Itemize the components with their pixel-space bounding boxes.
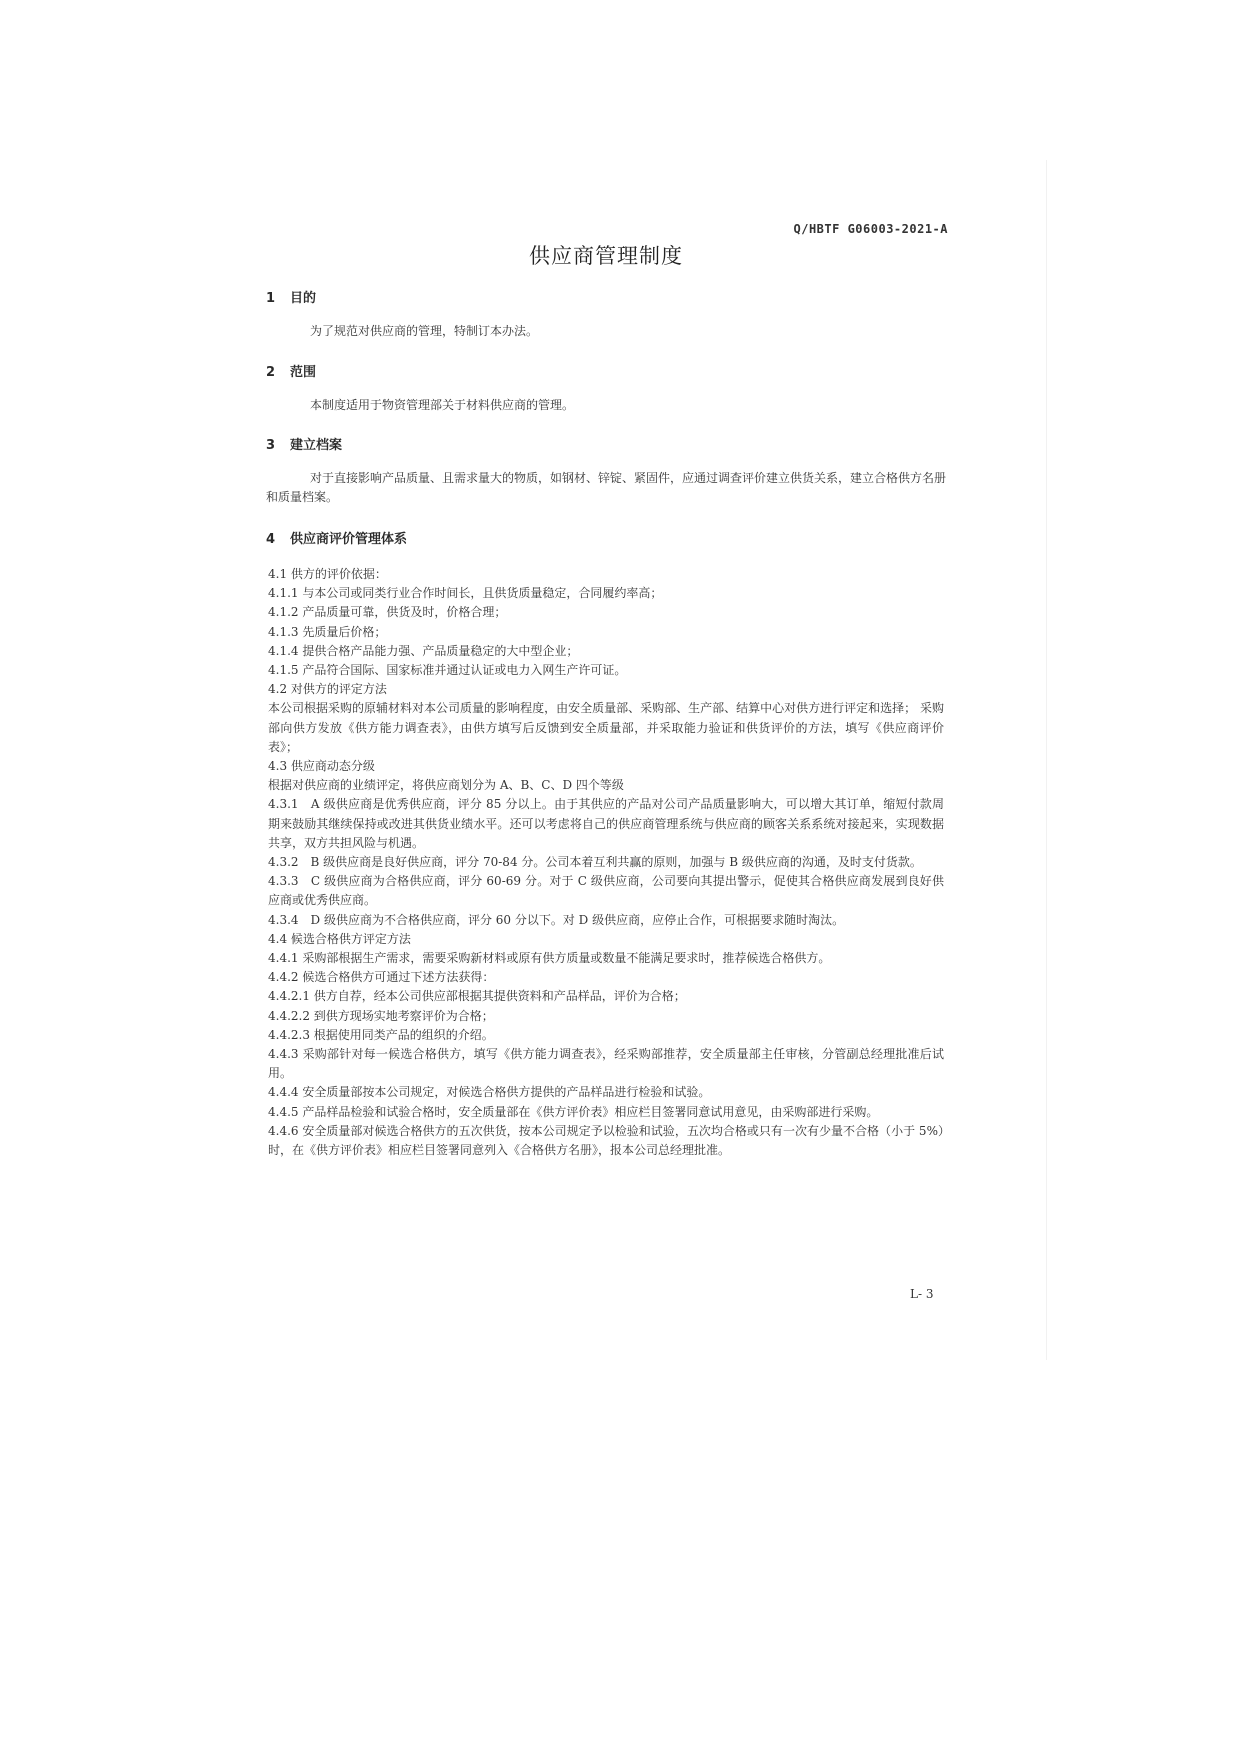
section-4-body	[268, 565, 944, 1160]
section-heading	[266, 434, 946, 453]
body-line-4-4-6: 4.4.6 安全质量部对候选合格供方的五次供货，按本公司规定予以检验和试验，五次均合格或只有一次有少量不合格（小于 5%）时，在《供方评价表》相应栏目签署同意列入《合格供方名册》，报本公司总经理批准。	[268, 1123, 944, 1158]
body-line-4-2: 4.2 对供方的评定方法	[268, 682, 387, 697]
body-line-4-4-5: 4.4.5 产品样品检验和试验合格时，安全质量部在《供方评价表》相应栏目签署同意试用意见，由采购部进行采购。	[268, 1104, 879, 1119]
body-line-4-3-1: 4.3.1 A 级供应商是优秀供应商，评分 85 分以上。由于其供应的产品对公司产品质量影响大，可以增大其订单，缩短付款周期来鼓励其继续保持或改进其供货业绩水平。还可以考虑将自己的供应商管理系统与供应商的顾客关系系统对接起来，实现数据共享，双方共担风险与机遇。	[268, 797, 944, 850]
section-heading	[266, 361, 946, 380]
section-title: 范围	[290, 365, 317, 380]
body-line-4-1-2: 4.1.2 产品质量可靠，供货及时，价格合理；	[268, 605, 507, 620]
page-edge-divider	[1046, 160, 1047, 1360]
body-line-4-4-2-3: 4.4.2.3 根据使用同类产品的组织的介绍。	[268, 1027, 494, 1042]
section-3-body	[266, 469, 946, 507]
page-number: L- 3	[910, 1287, 934, 1301]
section-number: 4	[266, 532, 276, 547]
body-line-4-3-2: 4.3.2 B 级供应商是良好供应商，评分 70-84 分。公司本着互利共赢的原则，加强与 B 级供应商的沟通，及时支付货款。	[268, 855, 922, 870]
section-heading	[266, 287, 946, 306]
section-paragraph: 对于直接影响产品质量、且需求量大的物质，如钢材、锌锭、紧固件，应通过调查评价建立供货关系，建立合格供方名册和质量档案。	[266, 471, 947, 504]
body-line-4-1-4: 4.1.4 提供合格产品能力强、产品质量稳定的大中型企业；	[268, 643, 579, 658]
section-number: 1	[266, 291, 276, 306]
body-line-4-4-2: 4.4.2 候选合格供方可通过下述方法获得：	[268, 970, 495, 985]
document-code: Q/HBTF G06003-2021-A	[793, 222, 948, 236]
body-line-4-3-3: 4.3.3 C 级供应商为合格供应商，评分 60-69 分。对于 C 级供应商，公司要向其提出警示，促使其合格供应商发展到良好供应商或优秀供应商。	[268, 874, 944, 908]
body-line-4-1: 4.1 供方的评价依据：	[268, 567, 387, 581]
document-title: 供应商管理制度	[529, 244, 683, 268]
body-line-4-3-4: 4.3.4 D 级供应商为不合格供应商，评分 60 分以下。对 D 级供应商，应停止合作，可根据要求随时淘汰。	[268, 912, 845, 927]
section-paragraph: 为了规范对供应商的管理，特制订本办法。	[310, 324, 539, 338]
section-2	[266, 361, 946, 380]
body-line-4-1-5: 4.1.5 产品符合国际、国家标准并通过认证或电力入网生产许可证。	[268, 663, 627, 678]
section-4	[266, 528, 946, 547]
section-title: 建立档案	[290, 438, 343, 453]
section-1	[266, 287, 946, 306]
section-number: 2	[266, 365, 276, 380]
body-line-4-4-3: 4.4.3 采购部针对每一候选合格供方，填写《供方能力调查表》，经采购部推荐，安全质量部主任审核，分管副总经理批准后试用。	[268, 1047, 944, 1081]
section-paragraph: 本制度适用于物资管理部关于材料供应商的管理。	[310, 398, 575, 412]
section-title: 供应商评价管理体系	[290, 532, 408, 547]
body-line-4-3-text: 根据对供应商的业绩评定，将供应商划分为 A、B、C、D 四个等级	[268, 778, 624, 793]
section-3	[266, 434, 946, 453]
section-2-body	[266, 396, 946, 415]
body-line-4-4-2-1: 4.4.2.1 供方自荐，经本公司供应部根据其提供资料和产品样品，评价为合格；	[268, 989, 686, 1004]
body-line-4-3: 4.3 供应商动态分级	[268, 759, 375, 774]
body-line-4-4-2-2: 4.4.2.2 到供方现场实地考察评价为合格；	[268, 1008, 494, 1023]
body-line-4-4-1: 4.4.1 采购部根据生产需求，需要采购新材料或原有供方质量或数量不能满足要求时，推荐候选合格供方。	[268, 951, 831, 966]
section-1-body	[266, 322, 946, 341]
body-line-4-4: 4.4 候选合格供方评定方法	[268, 931, 411, 946]
section-title: 目的	[290, 291, 317, 306]
body-line-4-1-1: 4.1.1 与本公司或同类行业合作时间长，且供货质量稳定，合同履约率高；	[268, 586, 663, 601]
body-line-4-1-3: 4.1.3 先质量后价格；	[268, 624, 387, 639]
body-line-4-4-4: 4.4.4 安全质量部按本公司规定，对候选合格供方提供的产品样品进行检验和试验。	[268, 1085, 711, 1100]
section-heading	[266, 528, 946, 547]
body-line-4-2-text: 本公司根据采购的原辅材料对本公司质量的影响程度，由安全质量部、采购部、生产部、结算中心对供方进行评定和选择； 采购部向供方发放《供方能力调查表》，由供方填写后反馈到安全质量部，并采取能力验证和供货评价的方法，填写《供应商评价表》；	[268, 701, 944, 754]
section-number: 3	[266, 438, 276, 453]
